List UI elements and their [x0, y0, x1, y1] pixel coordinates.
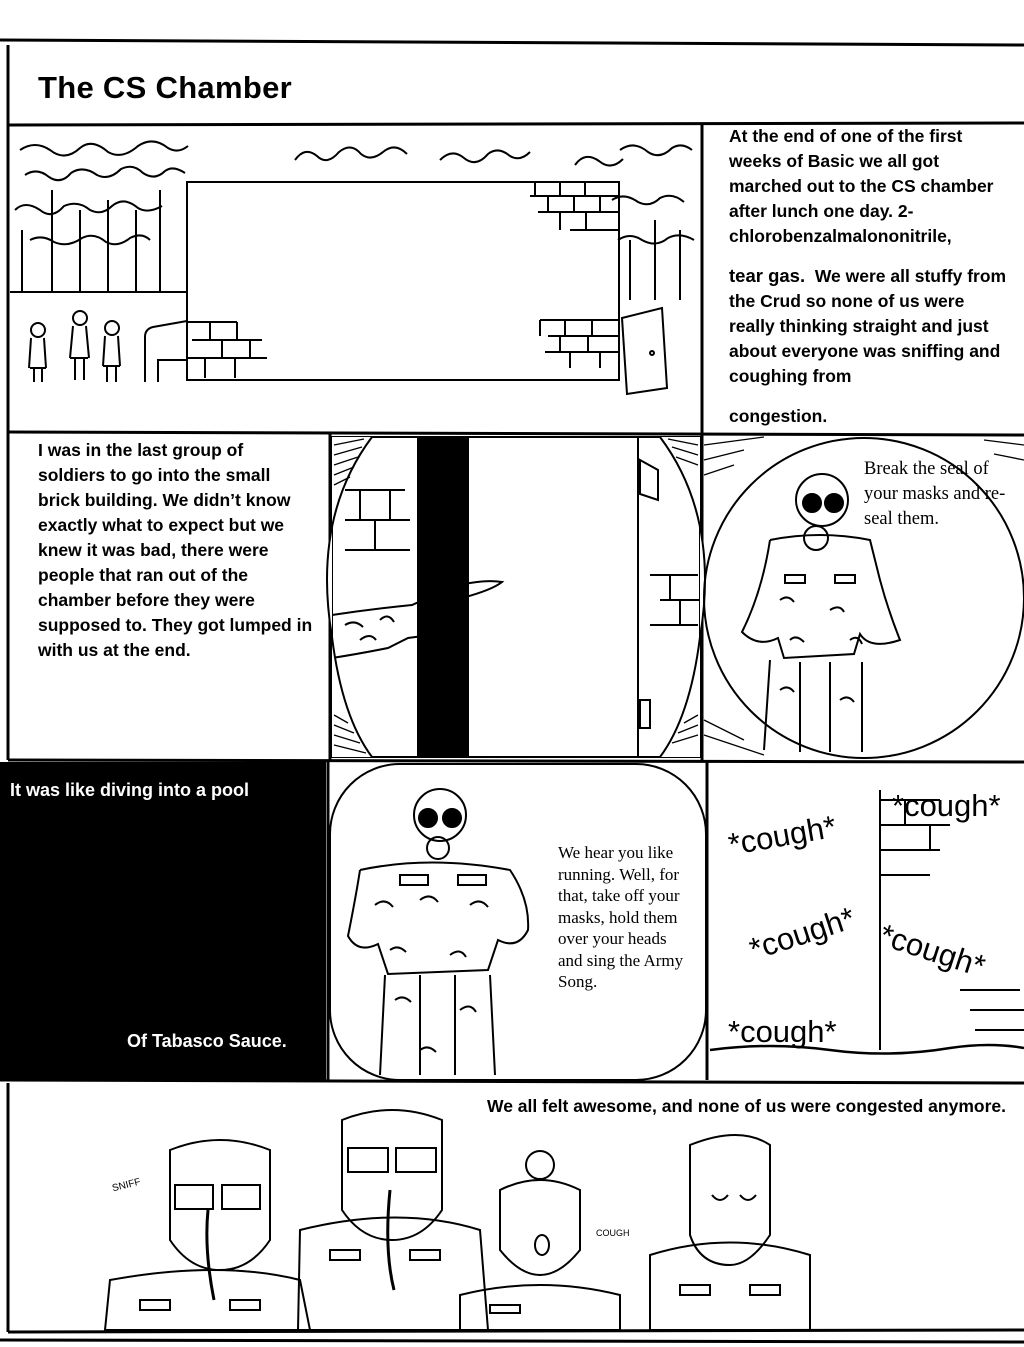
panel3-art	[327, 437, 705, 757]
cough-sfx: *cough*	[892, 788, 1001, 823]
panel4-speech: Break the seal of your masks and re-seal them.	[864, 459, 1006, 529]
panel2-caption: I was in the last group of soldiers to go into the small brick building. We didn’t know exactly what to expect but we knew it was bad, there were people that ran out of the chamber before they were supposed to. They got lumped in with us at the end.	[38, 440, 313, 660]
panel5-caption-bottom: Of Tabasco Sauce.	[127, 1031, 287, 1051]
panel1-caption-rest: We were all stuffy from the Crud so none of us were really thinking straight and just about everyone was sniffing and coughing from	[729, 266, 1007, 386]
panel8-art	[105, 1110, 810, 1330]
cough-small-sfx: COUGH	[596, 1228, 630, 1238]
cough-sfx: *cough*	[725, 808, 839, 863]
cough-sfx: *cough*	[875, 917, 990, 984]
panel6-speech: We hear you like running. Well, for that, take off your masks, hold them over your heads and sing the Army Song.	[558, 843, 684, 991]
panel5-caption-top: It was like diving into a pool	[10, 780, 250, 800]
panel1-caption-bold: tear gas.	[729, 265, 806, 286]
panel1-caption-c: congestion.	[729, 406, 828, 426]
sniff-sfx: SNIFF	[111, 1176, 142, 1195]
small-soldiers	[29, 311, 120, 382]
page-title: The CS Chamber	[38, 70, 292, 105]
panel1-caption-b	[729, 263, 1014, 389]
cough-sfx: *cough*	[728, 1014, 837, 1049]
cough-sfx: *cough*	[745, 900, 860, 967]
panel8-caption: We all felt awesome, and none of us were congested anymore.	[487, 1096, 1006, 1116]
panel1-art	[10, 141, 694, 394]
panel1-caption-a: At the end of one of the first weeks of Basic we all got marched out to the CS chamber after lunch one day. 2-chlorobenzalmalononitrile,	[729, 126, 994, 246]
panel1-caption	[729, 124, 1014, 249]
